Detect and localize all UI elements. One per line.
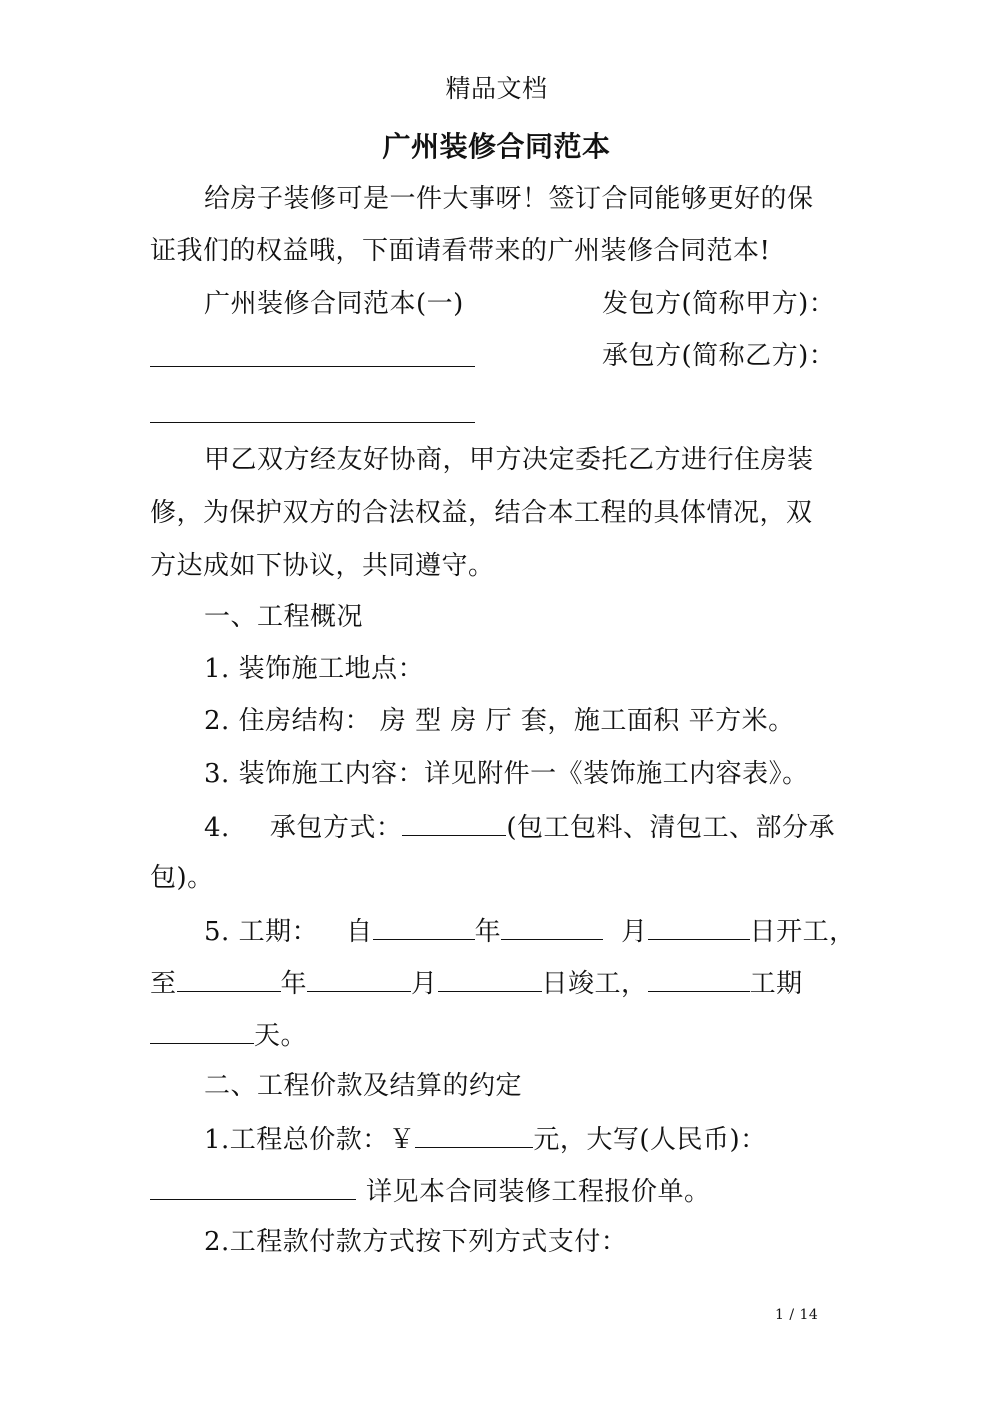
section-2-item-2: 2.工程款付款方式按下列方式支付： [204, 1227, 628, 1257]
days-blank[interactable] [150, 1017, 254, 1044]
period-prefix-blank[interactable] [648, 965, 750, 992]
page-title: 广州装修合同范本 [382, 130, 611, 163]
section-1-item-5 [204, 913, 856, 949]
end-day-label: 日竣工， [541, 969, 648, 999]
section-1-item-2: 2. 住房结构： 房 型 房 厅 套，施工面积 平方米。 [204, 706, 795, 736]
section-1-heading: 一、工程概况 [204, 602, 364, 632]
party-a-label: 发包方(简称甲方)： [602, 289, 836, 319]
contract-method-blank[interactable] [402, 809, 506, 836]
section-1-item-1: 1. 装饰施工地点： [204, 654, 425, 684]
party-b-label: 承包方(简称乙方)： [602, 341, 836, 371]
section-1-item-5-cont [150, 965, 803, 1001]
item-4-label: 承包方式： [269, 813, 403, 843]
start-year-label: 年 [474, 917, 502, 947]
section-2-item-1 [204, 1121, 767, 1157]
agreement-line-3: 方达成如下协议，共同遵守。 [150, 551, 495, 581]
document-header: 精品文档 [445, 74, 548, 103]
section-1-item-3: 3. 装饰施工内容：详见附件一《装饰施工内容表》。 [204, 759, 809, 789]
start-month-label: 月 [621, 917, 648, 947]
start-year-blank[interactable] [373, 913, 475, 940]
total-price-label: 1.工程总价款：￥ [204, 1125, 416, 1155]
agreement-line-1: 甲乙双方经友好协商，甲方决定委托乙方进行住房装 [204, 445, 814, 475]
party-b-blank[interactable] [150, 422, 475, 423]
section-2-heading: 二、工程价款及结算的约定 [204, 1071, 523, 1101]
end-day-blank[interactable] [438, 965, 542, 992]
end-year-blank[interactable] [177, 965, 281, 992]
quotation-reference: 详见本合同装修工程报价单。 [366, 1177, 711, 1207]
party-a-blank[interactable] [150, 366, 475, 367]
item-5-to: 至 [150, 969, 177, 999]
section-1-item-4-cont: 包)。 [150, 863, 214, 893]
item-4-options: (包工包料、清包工、部分承 [506, 813, 835, 843]
total-price-blank[interactable] [415, 1121, 533, 1148]
start-day-blank[interactable] [648, 913, 750, 940]
sample-label: 广州装修合同范本(一) [204, 289, 464, 319]
section-1-item-5-days [150, 1017, 307, 1053]
total-price-words-blank[interactable] [150, 1173, 356, 1200]
intro-line-2: 证我们的权益哦，下面请看带来的广州装修合同范本! [150, 236, 771, 266]
page-number: 1 / 14 [775, 1307, 819, 1323]
item-5-from: 自 [346, 917, 373, 947]
days-label: 天。 [254, 1021, 308, 1051]
start-month-blank[interactable] [501, 913, 603, 940]
intro-line-1: 给房子装修可是一件大事呀！签订合同能够更好的保 [204, 184, 814, 214]
end-year-label: 年 [280, 969, 308, 999]
end-month-blank[interactable] [307, 965, 411, 992]
section-2-item-1-cont [150, 1173, 711, 1209]
period-label: 工期 [749, 969, 803, 999]
end-month-label: 月 [411, 969, 438, 999]
item-4-number: 4. [204, 813, 230, 843]
section-1-item-4 [204, 809, 835, 845]
start-day-label: 日开工， [749, 917, 856, 947]
agreement-line-2: 修，为保护双方的合法权益，结合本工程的具体情况，双 [150, 498, 813, 528]
item-5-label: 5. 工期： [204, 917, 319, 947]
total-price-words-label: 元，大写(人民币)： [533, 1125, 767, 1155]
